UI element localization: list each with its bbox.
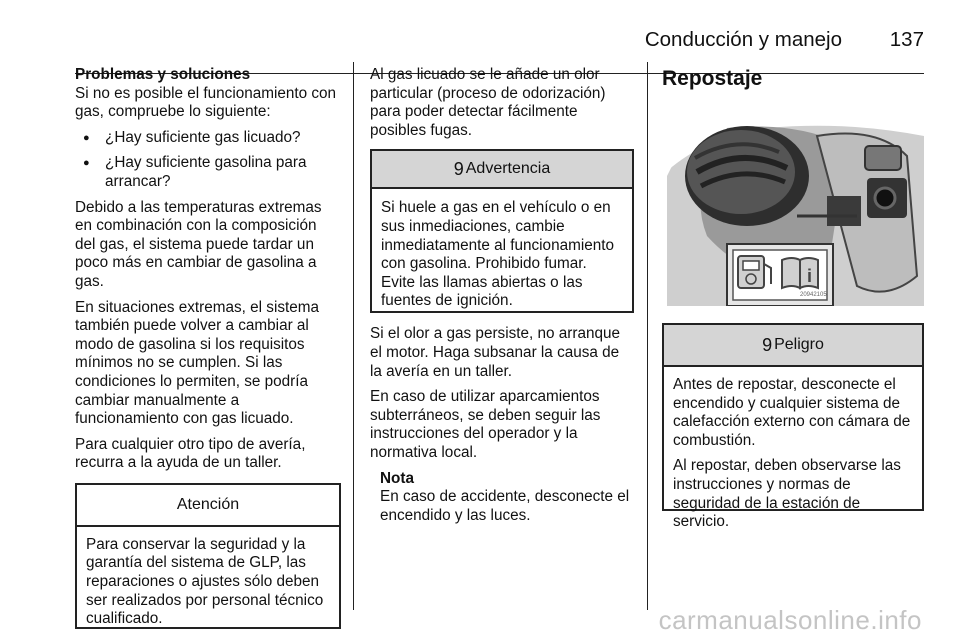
warning-header [372, 151, 632, 189]
note [370, 470, 634, 526]
column-divider-2 [647, 62, 648, 610]
note-title: Nota [380, 469, 414, 487]
paragraph: Para cualquier otro tipo de avería, recurra a la ayuda de un taller. [75, 435, 306, 472]
danger-header [664, 325, 922, 367]
svg-text:i: i [807, 266, 813, 286]
attention-title: Atención [77, 485, 339, 527]
note-text: En caso de accidente, desconecte el encendido y las luces. [380, 488, 630, 524]
manual-book-icon [782, 258, 818, 288]
watermark: carmanualsonline.info [658, 605, 922, 635]
troubleshooting-heading: Problemas y soluciones [75, 66, 251, 83]
paragraph: Debido a las temperaturas extremas en combinación con la composición del gas, el sistema puede tardar un poco más en cambiar de gasolina a gas. [75, 198, 322, 290]
danger-text-2: Al repostar, deben observarse las instrucciones y normas de seguridad de la estación de servicio. [673, 457, 901, 531]
image-code: 20942105 [800, 292, 827, 298]
danger-icon: 9 [762, 334, 773, 355]
attention-box [75, 483, 341, 629]
list-item: ● ¿Hay suficiente gas licuado? [75, 129, 341, 148]
warning-text: Si huele a gas en el vehículo o en sus inmediaciones, cambie inmediatamente al funcionamiento con gasolina. Prohibido fumar. Evite las llamas abiertas o las fuentes de ignición. [381, 199, 614, 310]
paragraph: En situaciones extremas, el sistema también puede volver a cambiar al modo de gasolina si los requisitos mínimos no se cumplen. Si las condiciones lo permiten, se podría cambiar manualmente a funcionamiento con gas licuado. [75, 298, 320, 428]
paragraph: Si no es posible el funcionamiento con gas, compruebe lo siguiente: [75, 84, 337, 121]
column-3 [662, 66, 924, 92]
list-item: ● ¿Hay suficiente gasolina para arrancar? [75, 154, 341, 191]
check-list [75, 129, 341, 192]
warning-icon: 9 [453, 159, 464, 180]
paragraph: Al gas licuado se le añade un olor particular (proceso de odorización) para poder detectar fácilmente posibles fugas. [370, 66, 606, 139]
danger-text-1: Antes de repostar, desconecte el encendido y cualquier sistema de calefacción externo con cámara de combustión. [673, 376, 911, 449]
paragraph: En caso de utilizar aparcamientos subterráneos, se deben seguir las instrucciones del operador y la normativa local. [370, 388, 601, 461]
refuelling-heading: Repostaje [662, 67, 763, 90]
danger-box [662, 323, 924, 531]
fuel-pump-icon [734, 252, 824, 292]
danger-title: Peligro [774, 335, 824, 353]
warning-title: Advertencia [465, 160, 551, 178]
attention-text: Para conservar la seguridad y la garantía del sistema de GLP, las reparaciones o ajustes sólo deben ser realizados por personal técnico cualificado. [86, 535, 324, 628]
paragraph: Si el olor a gas persiste, no arranque el motor. Haga subsanar la causa de la avería en un taller. [370, 325, 620, 380]
page-header [75, 22, 924, 52]
column-1 [75, 66, 341, 629]
danger-container [662, 323, 924, 531]
section-title: Conducción y manejo [644, 28, 842, 51]
page-number: 137 [889, 28, 924, 51]
warning-box [370, 149, 634, 313]
column-2 [370, 66, 634, 525]
column-divider-1 [353, 62, 354, 610]
